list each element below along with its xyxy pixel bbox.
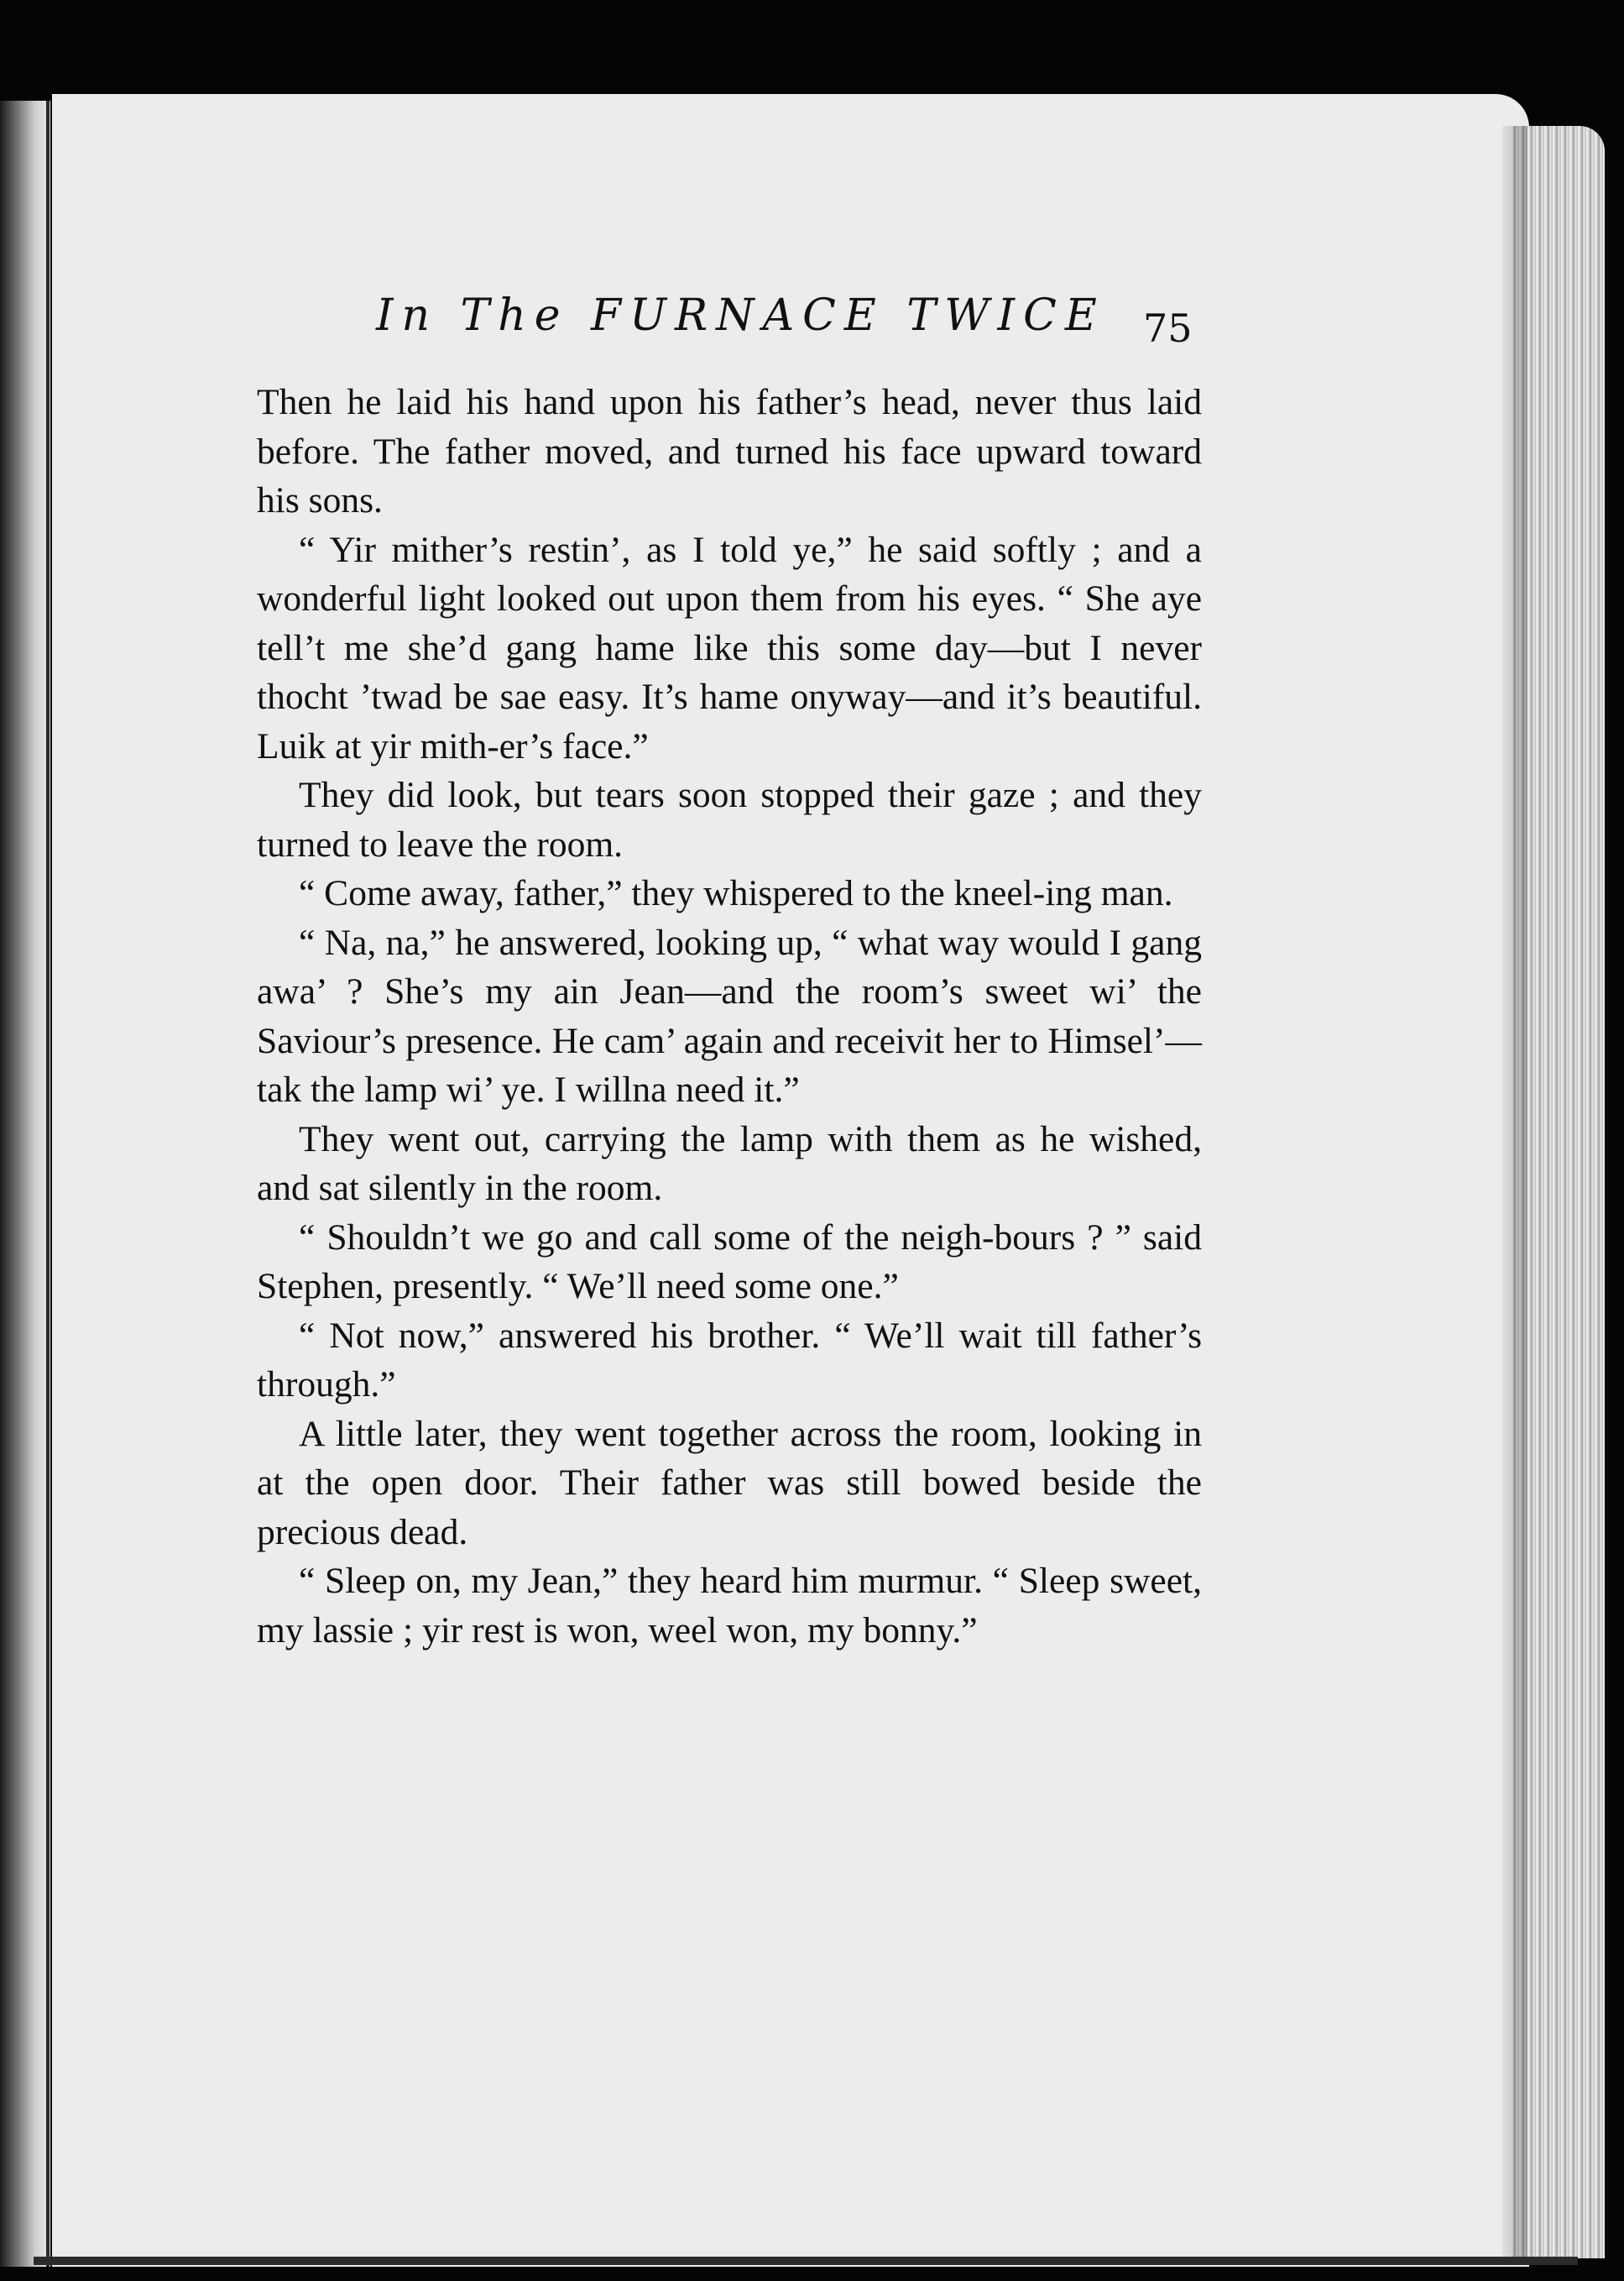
paragraph: “ Come away, father,” they whispered to the kneel-ing man. xyxy=(299,873,1173,913)
paragraph: A little later, they went together across the room, looking in at the open door. Their father was still bowed beside the precious dead. xyxy=(257,1413,1202,1552)
paragraph: “ Not now,” answered his brother. “ We’ll wait till father’s through.” xyxy=(257,1315,1202,1405)
bottom-edge-rule xyxy=(34,2257,1578,2265)
body-text xyxy=(257,378,1202,1655)
paragraph: Then he laid his hand upon his father’s head, never thus laid before. The father moved, and turned his face upward toward his sons. xyxy=(257,382,1202,521)
paragraph: “ Sleep on, my Jean,” they heard him murmur. “ Sleep sweet, my lassie ; yir rest is won, weel won, my bonny.” xyxy=(257,1561,1202,1651)
paragraph: They did look, but tears soon stopped their gaze ; and they turned to leave the room. xyxy=(257,775,1202,865)
page-number: 75 xyxy=(1143,306,1193,351)
paragraph: “ Shouldn’t we go and call some of the neigh-bours ? ” said Stephen, presently. “ We’ll need some one.” xyxy=(257,1216,1202,1306)
page-edge-shadow xyxy=(1502,126,1527,2258)
paragraph: They went out, carrying the lamp with them as he wished, and sat silently in the room. xyxy=(257,1118,1202,1208)
paragraph: “ Yir mither’s restin’, as I told ye,” he said softly ; and a wonderful light looked out upon them from his eyes. “ She aye tell’t me she’d gang hame like this some day—but I never thocht ’twad be sae easy. It’s hame onyway—and it’s beautiful. Luik at yir mith-er’s face.” xyxy=(257,529,1202,766)
spine-shadow-line xyxy=(46,101,50,2267)
book-spine-edge xyxy=(0,101,50,2267)
paragraph: “ Na, na,” he answered, looking up, “ what way would I gang awa’ ? She’s my ain Jean—and the room’s sweet wi’ the Saviour’s presence. He cam’ again and receivit her to Himsel’—tak the lamp wi’ ye. I willna need it.” xyxy=(257,922,1202,1110)
running-head: In The FURNACE TWICE xyxy=(376,290,1105,341)
